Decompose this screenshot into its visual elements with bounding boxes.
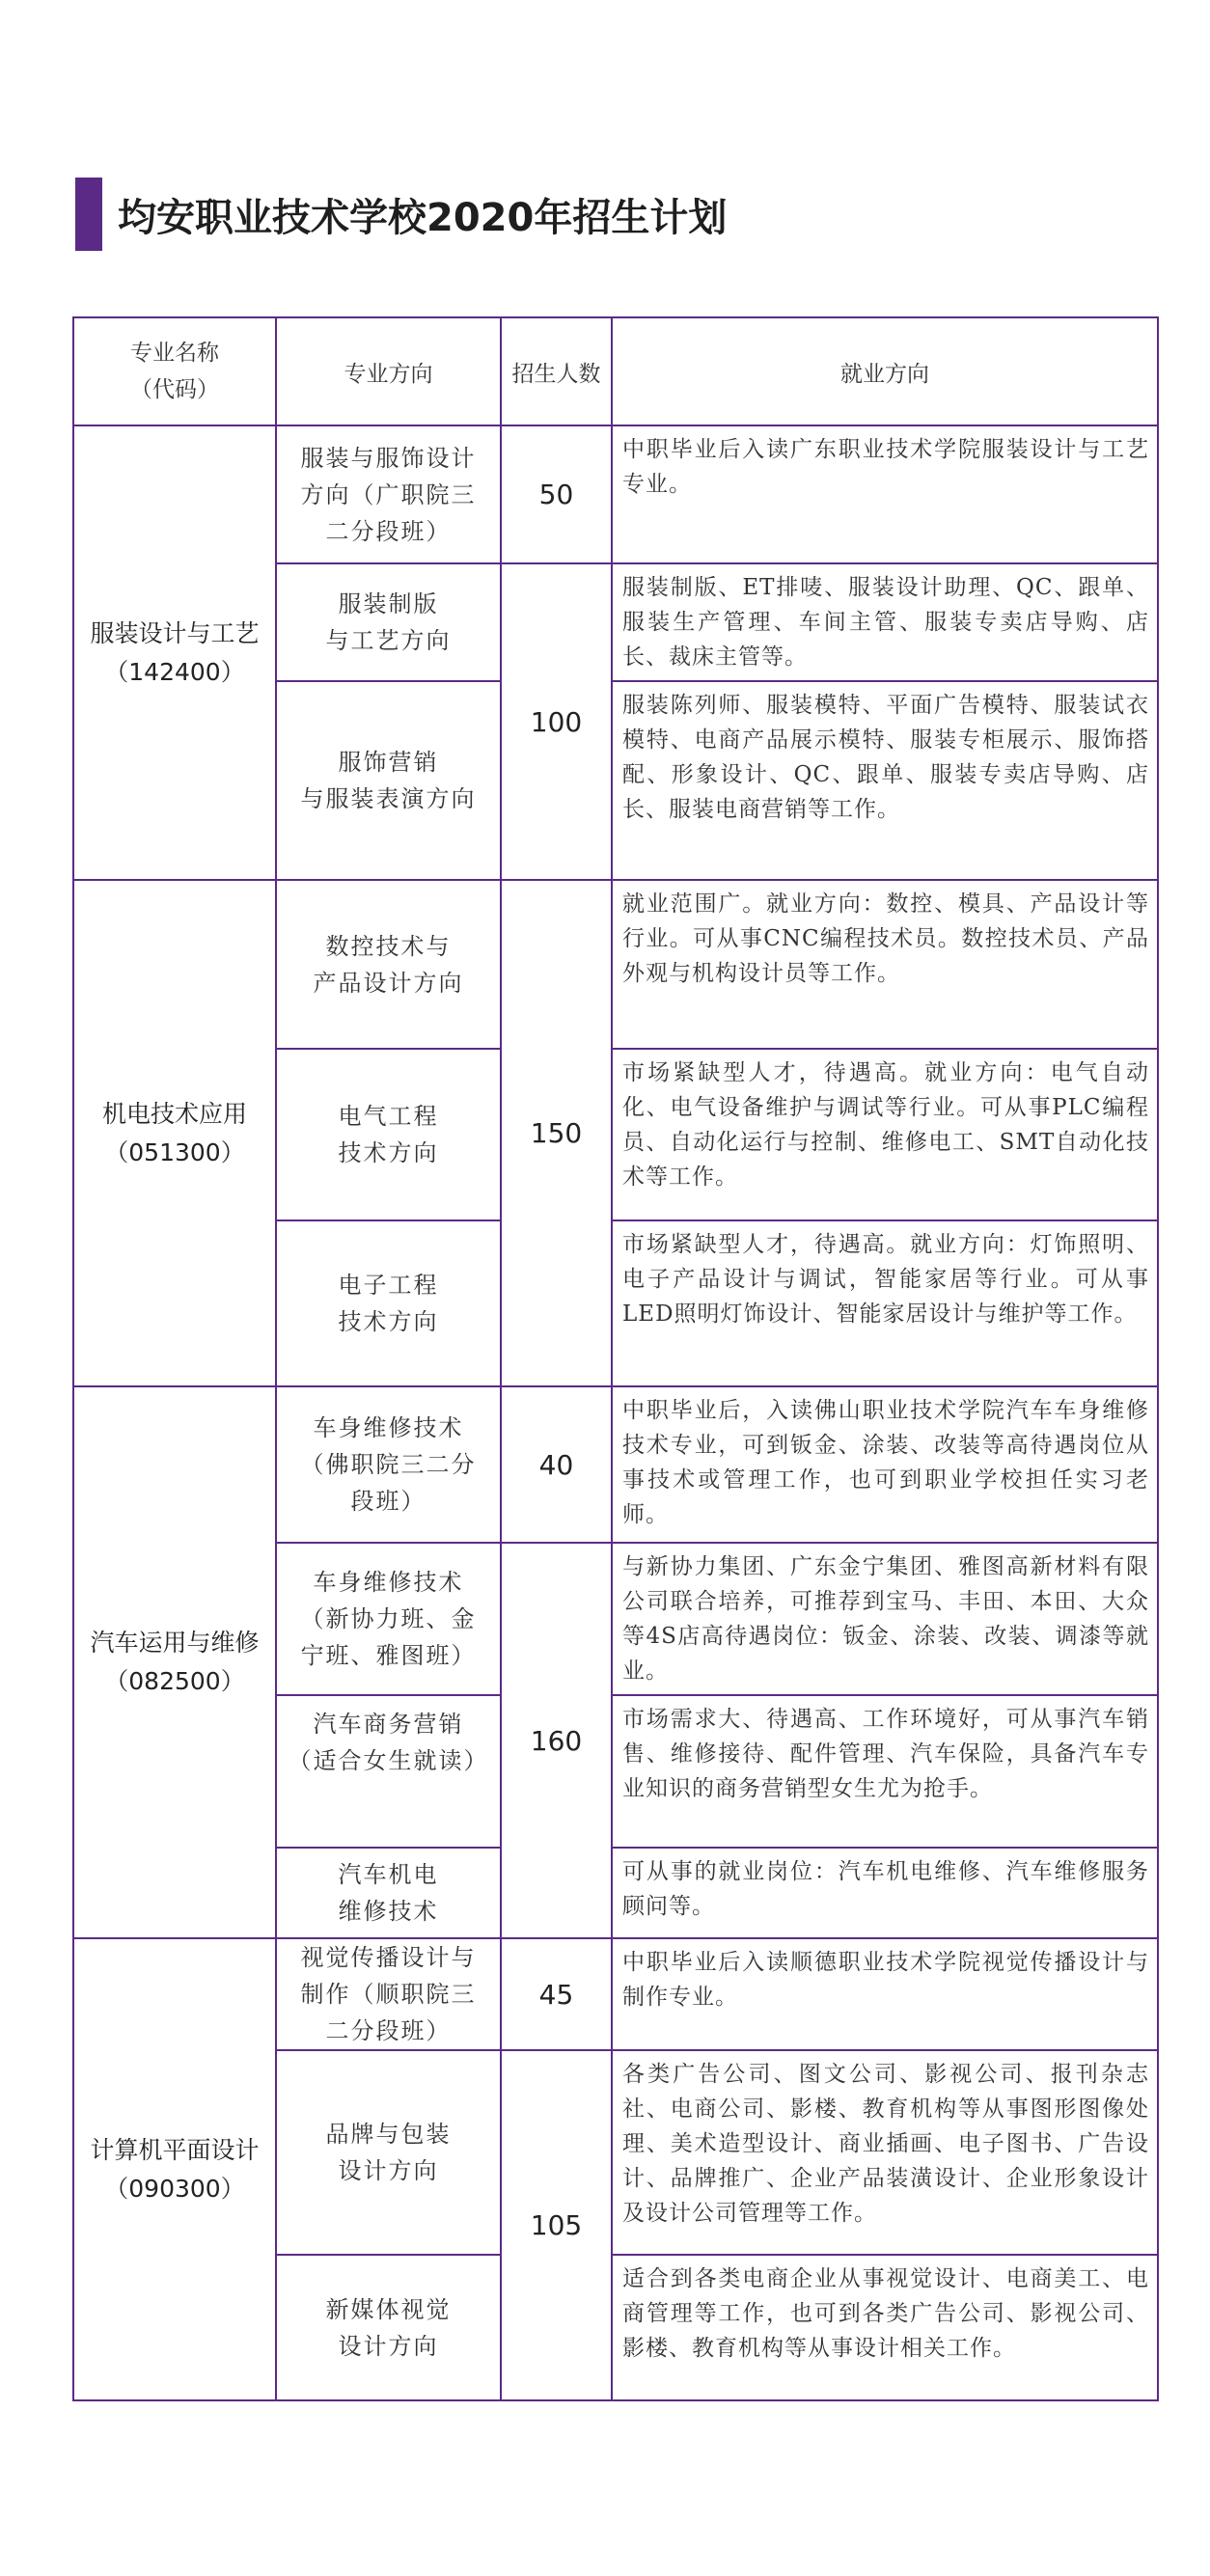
count-cell: 150 <box>501 880 612 1386</box>
header-count: 招生人数 <box>501 317 612 425</box>
employment-cell: 适合到各类电商企业从事视觉设计、电商美工、电商管理等工作，也可到各类广告公司、影视公司、影楼、教育机构等从事设计相关工作。 <box>612 2255 1158 2400</box>
employment-cell: 与新协力集团、广东金宁集团、雅图高新材料有限公司联合培养，可推荐到宝马、丰田、本田、大众等4S店高待遇岗位：钣金、涂装、改装、调漆等就业。 <box>612 1543 1158 1695</box>
direction-cell: 汽车商务营销 （适合女生就读） <box>276 1695 501 1848</box>
table-row <box>73 1386 1158 1543</box>
major-cell: 汽车运用与维修 （082500） <box>73 1386 276 1938</box>
count-cell: 50 <box>501 425 612 563</box>
page-title: 均安职业技术学校2020年招生计划 <box>118 196 728 240</box>
major-cell: 服装设计与工艺 （142400） <box>73 425 276 880</box>
employment-cell: 服装制版、ET排唛、服装设计助理、QC、跟单、服装生产管理、车间主管、服装专卖店导购、店长、裁床主管等。 <box>612 563 1158 681</box>
major-cell: 机电技术应用 （051300） <box>73 880 276 1386</box>
header-employment: 就业方向 <box>612 317 1158 425</box>
employment-cell: 中职毕业后，入读佛山职业技术学院汽车车身维修技术专业，可到钣金、涂装、改装等高待遇岗位从事技术或管理工作，也可到职业学校担任实习老师。 <box>612 1386 1158 1543</box>
enrollment-plan-table <box>72 316 1159 2401</box>
direction-cell: 电气工程 技术方向 <box>276 1049 501 1220</box>
table-row <box>73 1938 1158 2050</box>
direction-cell: 服装制版 与工艺方向 <box>276 563 501 681</box>
employment-cell: 服装陈列师、服装模特、平面广告模特、服装试衣模特、电商产品展示模特、服装专柜展示、服饰搭配、形象设计、QC、跟单、服装专卖店导购、店长、服装电商营销等工作。 <box>612 681 1158 880</box>
direction-cell: 车身维修技术 （新协力班、金 宁班、雅图班） <box>276 1543 501 1695</box>
direction-cell: 品牌与包装 设计方向 <box>276 2050 501 2255</box>
major-cell: 计算机平面设计 （090300） <box>73 1938 276 2400</box>
header-row <box>73 317 1158 425</box>
employment-cell: 市场紧缺型人才，待遇高。就业方向：电气自动化、电气设备维护与调试等行业。可从事PLC编程员、自动化运行与控制、维修电工、SMT自动化技术等工作。 <box>612 1049 1158 1220</box>
direction-cell: 数控技术与 产品设计方向 <box>276 880 501 1049</box>
employment-cell: 就业范围广。就业方向：数控、模具、产品设计等行业。可从事CNC编程技术员。数控技术员、产品外观与机构设计员等工作。 <box>612 880 1158 1049</box>
direction-cell: 服饰营销 与服装表演方向 <box>276 681 501 880</box>
title-accent-bar <box>75 178 102 251</box>
direction-cell: 车身维修技术 （佛职院三二分 段班） <box>276 1386 501 1543</box>
count-cell: 45 <box>501 1938 612 2050</box>
table-row <box>73 425 1158 563</box>
employment-cell: 各类广告公司、图文公司、影视公司、报刊杂志社、电商公司、影楼、教育机构等从事图形图像处理、美术造型设计、商业插画、电子图书、广告设计、品牌推广、企业产品装潢设计、企业形象设计及设计公司管理等工作。 <box>612 2050 1158 2255</box>
direction-cell: 汽车机电 维修技术 <box>276 1848 501 1938</box>
count-cell: 100 <box>501 563 612 880</box>
employment-cell: 可从事的就业岗位：汽车机电维修、汽车维修服务顾问等。 <box>612 1848 1158 1938</box>
header-major: 专业名称 （代码） <box>73 317 276 425</box>
direction-cell: 服装与服饰设计 方向（广职院三 二分段班） <box>276 425 501 563</box>
direction-cell: 视觉传播设计与 制作（顺职院三 二分段班） <box>276 1938 501 2050</box>
employment-cell: 中职毕业后入读广东职业技术学院服装设计与工艺专业。 <box>612 425 1158 563</box>
employment-cell: 中职毕业后入读顺德职业技术学院视觉传播设计与制作专业。 <box>612 1938 1158 2050</box>
direction-cell: 新媒体视觉 设计方向 <box>276 2255 501 2400</box>
employment-cell: 市场紧缺型人才，待遇高。就业方向：灯饰照明、电子产品设计与调试，智能家居等行业。可从事LED照明灯饰设计、智能家居设计与维护等工作。 <box>612 1220 1158 1386</box>
count-cell: 160 <box>501 1543 612 1938</box>
direction-cell: 电子工程 技术方向 <box>276 1220 501 1386</box>
header-direction: 专业方向 <box>276 317 501 425</box>
table-row <box>73 880 1158 1049</box>
count-cell: 40 <box>501 1386 612 1543</box>
employment-cell: 市场需求大、待遇高、工作环境好，可从事汽车销售、维修接待、配件管理、汽车保险，具备汽车专业知识的商务营销型女生尤为抢手。 <box>612 1695 1158 1848</box>
count-cell: 105 <box>501 2050 612 2400</box>
